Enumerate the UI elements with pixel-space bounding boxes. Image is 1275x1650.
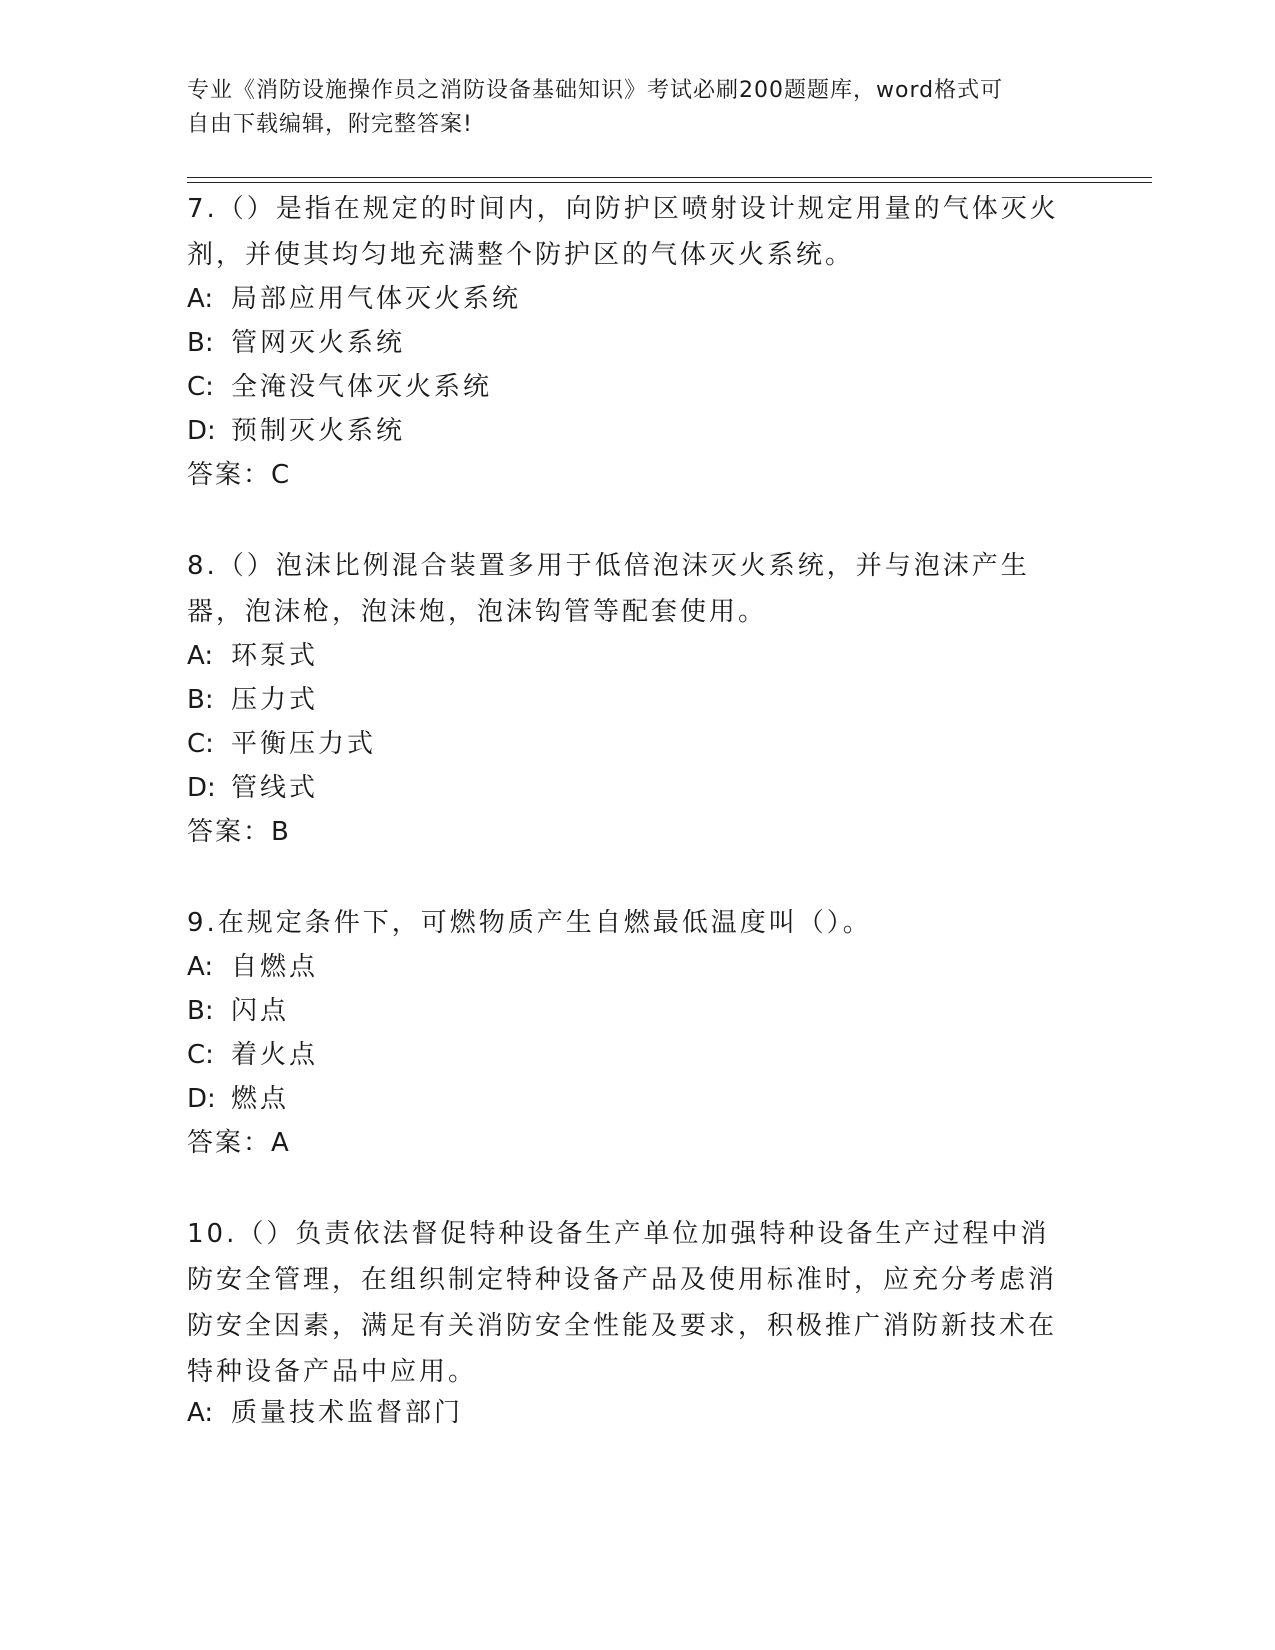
answer-value: B (271, 817, 289, 847)
option-letter: C: (187, 372, 214, 402)
question-8-option-c (187, 727, 1067, 761)
answer-label: 答案： (187, 1128, 272, 1158)
option-letter: A: (187, 952, 214, 982)
option-letter: A: (187, 284, 214, 314)
question-7-option-b (187, 326, 1067, 360)
header-divider-top (187, 177, 1152, 178)
option-text: 全淹没气体灭火系统 (231, 372, 493, 402)
option-text: 压力式 (231, 685, 319, 715)
question-9-option-c (187, 1038, 1067, 1072)
question-8-text: 8.（）泡沫比例混合装置多用于低倍泡沫灭火系统，并与泡沫产生器，泡沫枪，泡沫炮，泡沫钩管等配套使用。 (187, 551, 1030, 627)
question-9-text: 9.在规定条件下，可燃物质产生自燃最低温度叫（）。 (187, 908, 872, 938)
option-letter: A: (187, 641, 214, 671)
option-text: 环泵式 (231, 641, 319, 671)
option-text: 闪点 (231, 996, 290, 1026)
option-letter: B: (187, 685, 214, 715)
answer-value: C (271, 460, 290, 490)
answer-value: A (271, 1128, 289, 1158)
option-letter: D: (187, 1084, 216, 1114)
option-text: 平衡压力式 (231, 729, 377, 759)
option-letter: D: (187, 773, 216, 803)
question-10-text: 10.（）负责依法督促特种设备生产单位加强特种设备生产过程中消防安全管理，在组织制定特种设备产品及使用标准时，应充分考虑消防安全因素，满足有关消防安全性能及要求，积极推广消防新技术在特种设备产品中应用。 (187, 1219, 1058, 1387)
option-text: 预制灭火系统 (231, 416, 406, 446)
option-text: 质量技术监督部门 (231, 1398, 464, 1428)
option-letter: A: (187, 1398, 214, 1428)
question-7-option-c (187, 370, 1067, 404)
question-8-option-d (187, 771, 1067, 805)
option-text: 局部应用气体灭火系统 (231, 284, 522, 314)
option-text: 管线式 (231, 773, 319, 803)
option-letter: B: (187, 328, 214, 358)
question-8-option-b (187, 683, 1067, 717)
question-8-answer (187, 815, 289, 849)
question-9-option-d (187, 1082, 1067, 1116)
option-letter: D: (187, 416, 216, 446)
header-line-2: 自由下载编辑，附完整答案! (187, 112, 473, 137)
option-text: 管网灭火系统 (231, 328, 406, 358)
option-letter: C: (187, 729, 214, 759)
question-10-option-a (187, 1396, 1067, 1430)
question-9-option-a (187, 950, 1067, 984)
question-9-option-b (187, 994, 1067, 1028)
answer-label: 答案： (187, 460, 272, 490)
question-7-option-d (187, 414, 1067, 448)
header-line-1: 专业《消防设施操作员之消防设备基础知识》考试必刷200题题库，word格式可 (187, 78, 1004, 103)
question-9-answer (187, 1126, 289, 1160)
question-7-option-a (187, 282, 1067, 316)
question-7-text: 7.（）是指在规定的时间内，向防护区喷射设计规定用量的气体灭火剂，并使其均匀地充满整个防护区的气体灭火系统。 (187, 194, 1059, 270)
option-text: 燃点 (231, 1084, 290, 1114)
question-8-option-a (187, 639, 1067, 673)
answer-label: 答案： (187, 817, 272, 847)
question-7-answer (187, 458, 289, 492)
option-text: 自燃点 (231, 952, 319, 982)
document-header (187, 74, 1067, 142)
option-letter: B: (187, 996, 214, 1026)
header-divider-bottom (187, 182, 1152, 183)
option-text: 着火点 (231, 1040, 319, 1070)
option-letter: C: (187, 1040, 214, 1070)
